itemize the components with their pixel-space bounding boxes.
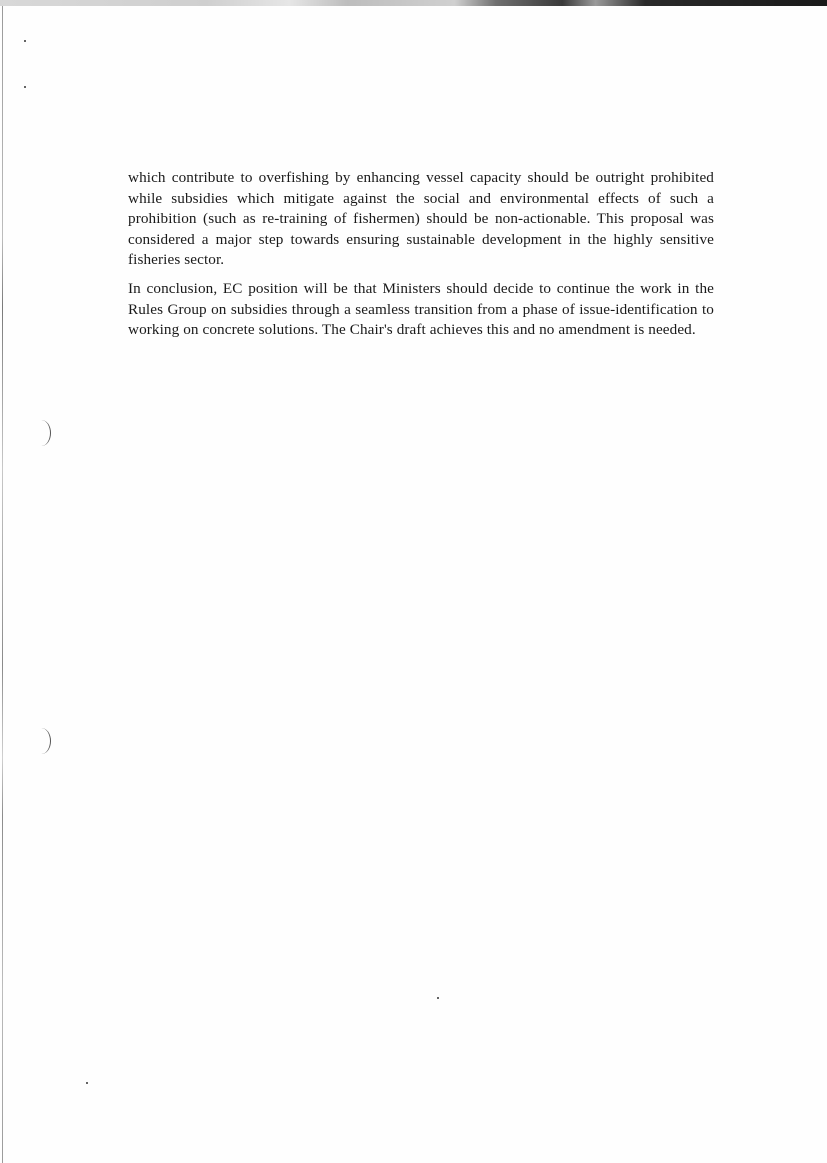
scan-speck xyxy=(437,997,439,999)
scan-speck xyxy=(86,1082,88,1084)
scan-left-edge xyxy=(2,6,3,1163)
punch-hole-mark xyxy=(32,420,51,446)
scan-speck xyxy=(24,40,26,42)
punch-hole-mark xyxy=(32,728,51,754)
paragraph-conclusion: In conclusion, EC position will be that Ministers should decide to continue the work in the Rules Group on subsidies through a seamless transition from a phase of issue-identification to working on concrete solutions. The Chair's draft achieves this and no amendment is needed. xyxy=(128,280,714,339)
scan-top-border xyxy=(0,0,827,6)
scan-speck xyxy=(24,86,26,88)
paragraph-fisheries-subsidies: which contribute to overfishing by enhancing vessel capacity should be outright prohibited while subsidies which mitigate against the social and environmental effects of such a prohibition (such as re-training of fishermen) should be non-actionable. This proposal was considered a major step towards ensuring sustainable development in the highly sensitive fisheries sector. xyxy=(128,169,714,269)
